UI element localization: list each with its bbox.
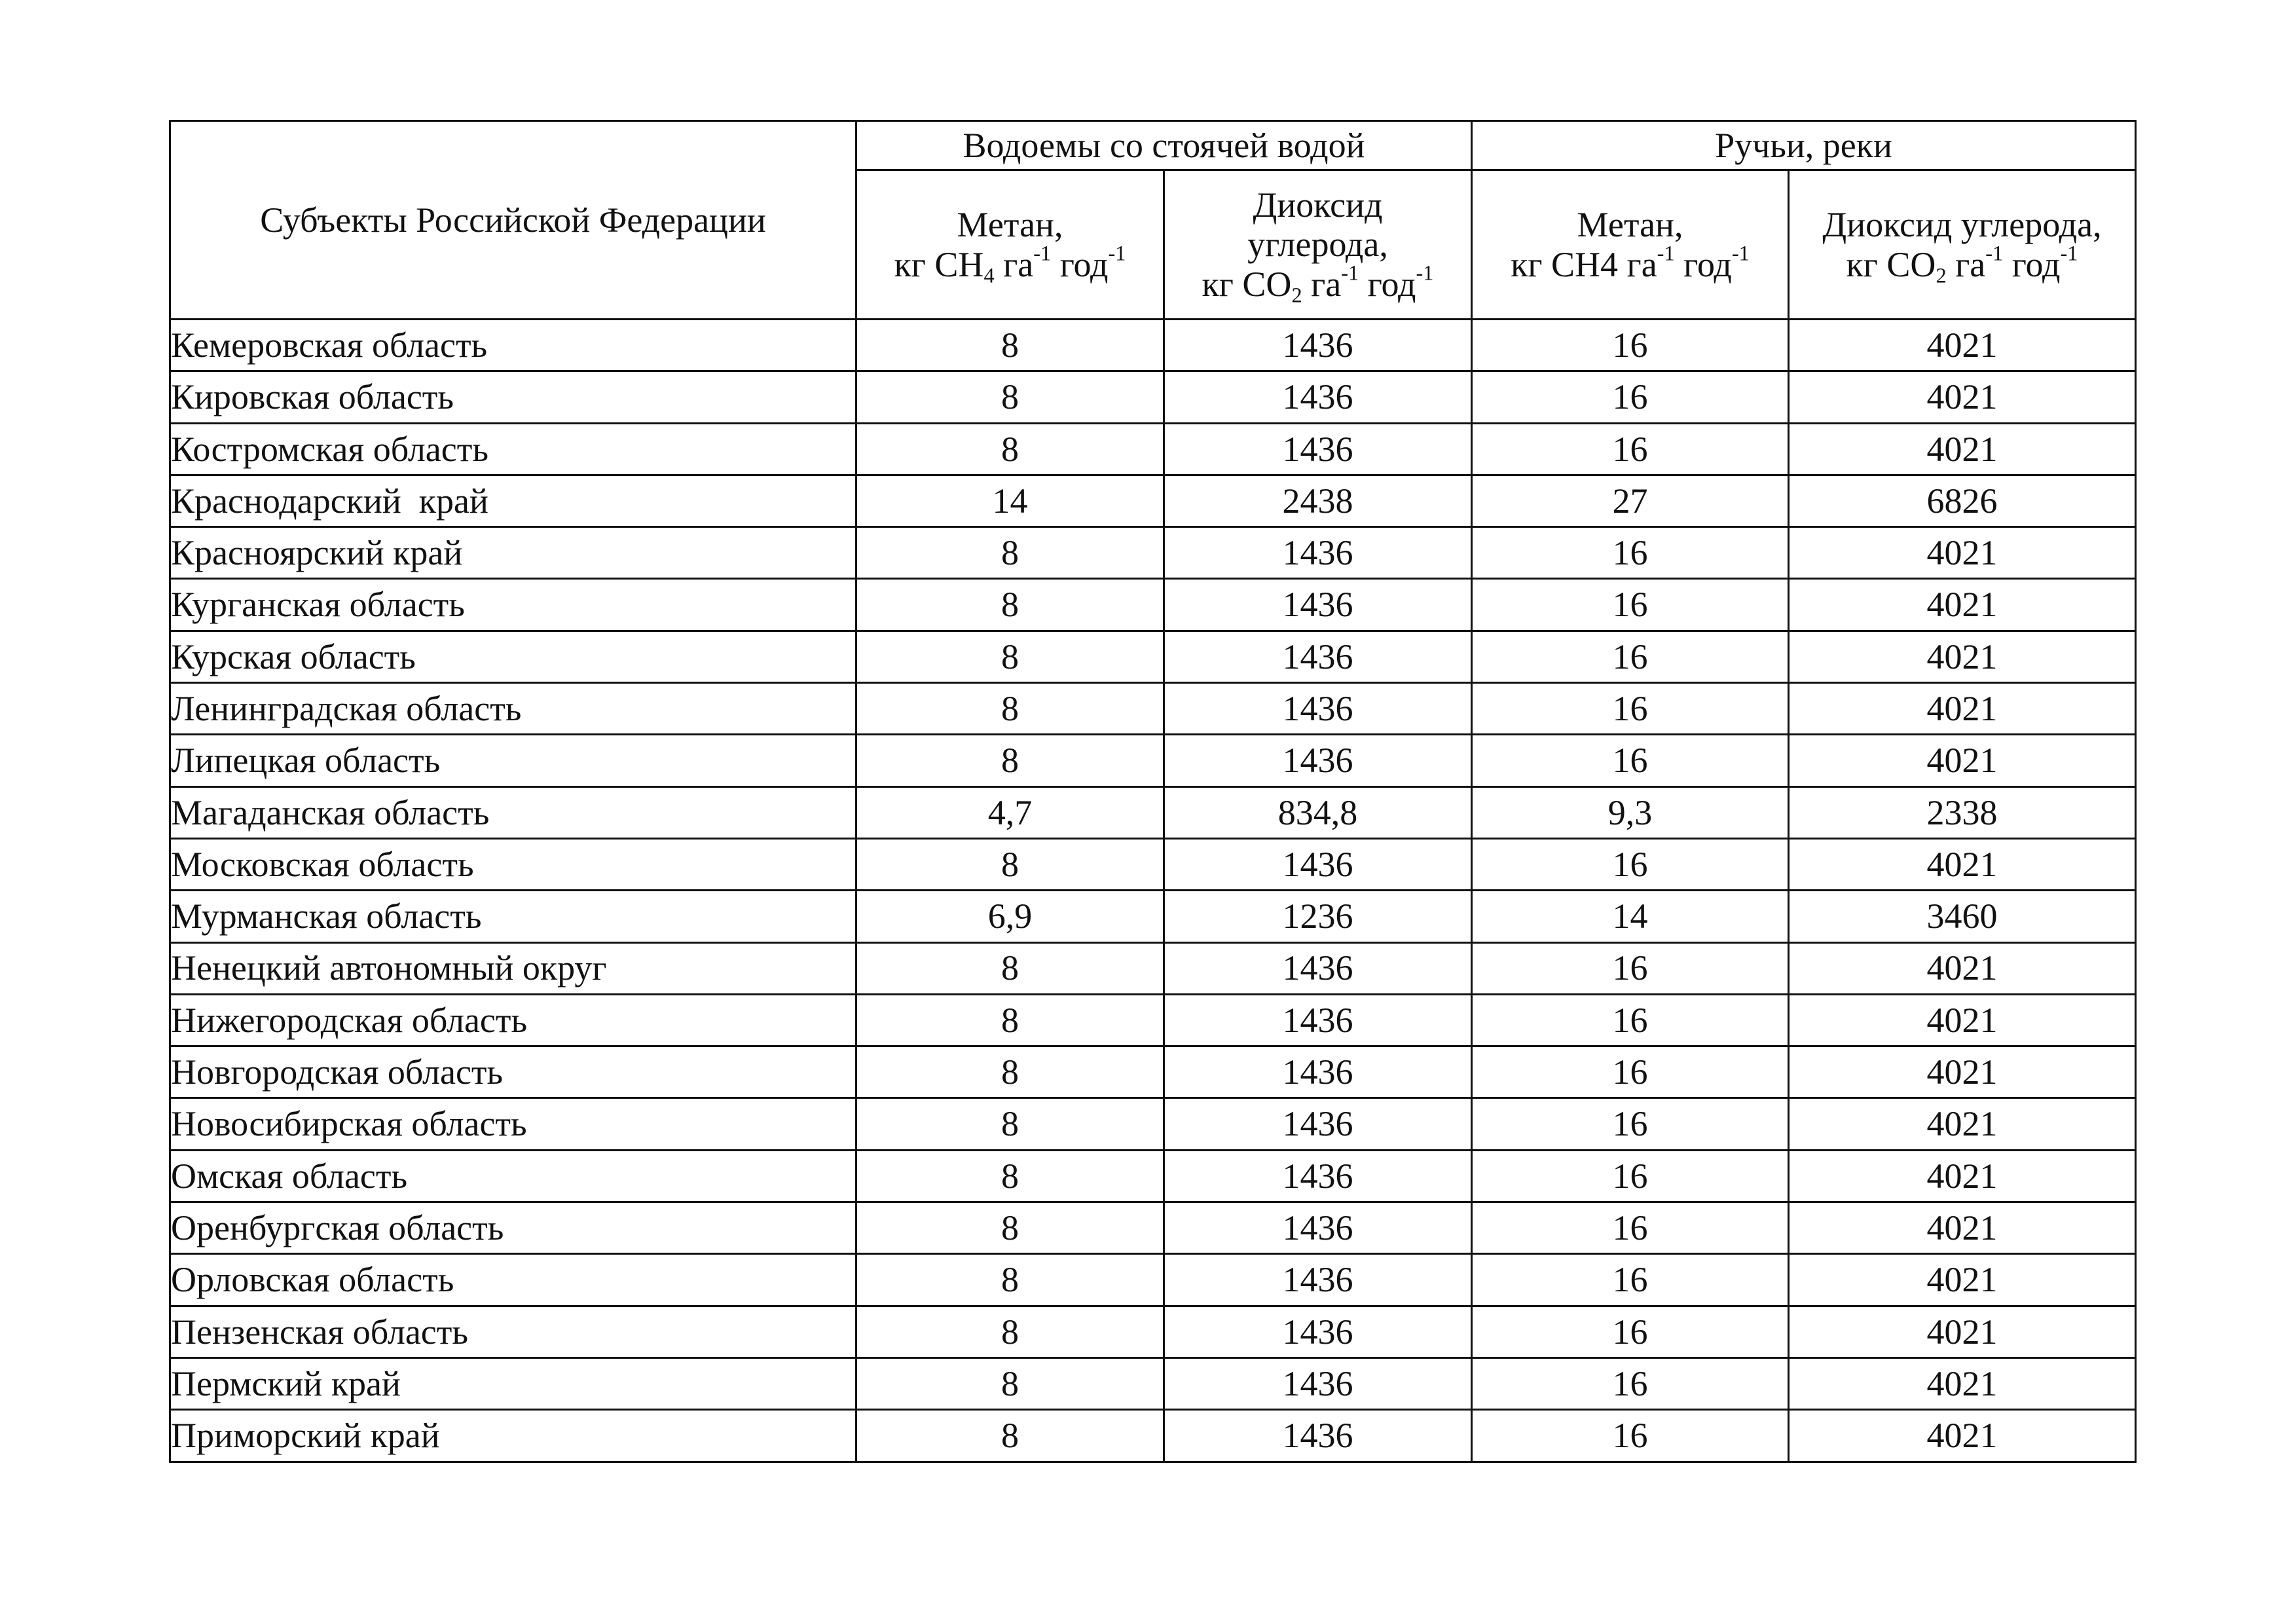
standing-co2-cell: 1436 xyxy=(1164,371,1472,423)
rivers-co2-cell: 4021 xyxy=(1789,527,2136,579)
rivers-co2-cell: 4021 xyxy=(1789,1046,2136,1098)
region-cell: Ненецкий автономный округ xyxy=(170,942,856,994)
table-row xyxy=(170,1150,2136,1202)
rivers-ch4-cell: 16 xyxy=(1472,527,1789,579)
standing-co2-cell: 1436 xyxy=(1164,1410,1472,1462)
rivers-ch4-cell: 16 xyxy=(1472,1410,1789,1462)
standing-co2-cell: 1436 xyxy=(1164,994,1472,1046)
region-cell: Курганская область xyxy=(170,579,856,631)
rivers-ch4-cell: 16 xyxy=(1472,371,1789,423)
rivers-co2-cell: 4021 xyxy=(1789,1254,2136,1306)
rivers-ch4-cell: 16 xyxy=(1472,631,1789,682)
standing-co2-cell: 1436 xyxy=(1164,1306,1472,1357)
rivers-ch4-cell: 16 xyxy=(1472,942,1789,994)
standing-ch4-cell: 8 xyxy=(856,1254,1164,1306)
table-header xyxy=(170,121,2136,320)
rivers-ch4-cell: 16 xyxy=(1472,1202,1789,1254)
standing-co2-cell: 1436 xyxy=(1164,1150,1472,1202)
header-group-row xyxy=(170,121,2136,170)
standing-co2-cell: 1436 xyxy=(1164,683,1472,735)
standing-co2-cell: 1436 xyxy=(1164,1357,1472,1409)
rivers-co2-cell: 2338 xyxy=(1789,786,2136,838)
region-cell: Краснодарский край xyxy=(170,475,856,526)
region-cell: Нижегородская область xyxy=(170,994,856,1046)
rivers-co2-cell: 4021 xyxy=(1789,1202,2136,1254)
region-cell: Омская область xyxy=(170,1150,856,1202)
rivers-co2-cell: 4021 xyxy=(1789,320,2136,371)
rivers-ch4-cell: 16 xyxy=(1472,994,1789,1046)
standing-co2-cell: 1436 xyxy=(1164,838,1472,890)
rivers-ch4-cell: 9,3 xyxy=(1472,786,1789,838)
rivers-co2-cell: 4021 xyxy=(1789,423,2136,475)
rivers-ch4-cell: 16 xyxy=(1472,423,1789,475)
rivers-ch4-cell: 16 xyxy=(1472,1306,1789,1357)
standing-ch4-cell: 8 xyxy=(856,838,1164,890)
standing-co2-cell: 1236 xyxy=(1164,891,1472,942)
region-cell: Кировская область xyxy=(170,371,856,423)
rivers-ch4-cell: 16 xyxy=(1472,1357,1789,1409)
standing-ch4-cell: 8 xyxy=(856,994,1164,1046)
rivers-ch4-cell: 16 xyxy=(1472,1254,1789,1306)
standing-co2-cell: 1436 xyxy=(1164,579,1472,631)
rivers-co2-cell: 4021 xyxy=(1789,994,2136,1046)
rivers-ch4-cell: 16 xyxy=(1472,683,1789,735)
table-row xyxy=(170,994,2136,1046)
table-row xyxy=(170,891,2136,942)
standing-ch4-cell: 8 xyxy=(856,1202,1164,1254)
region-cell: Приморский край xyxy=(170,1410,856,1462)
standing-co2-cell: 834,8 xyxy=(1164,786,1472,838)
rivers-co2-cell: 6826 xyxy=(1789,475,2136,526)
region-cell: Орловская область xyxy=(170,1254,856,1306)
standing-ch4-cell: 8 xyxy=(856,1150,1164,1202)
region-cell: Липецкая область xyxy=(170,735,856,786)
table-row xyxy=(170,320,2136,371)
standing-ch4-cell: 8 xyxy=(856,683,1164,735)
region-cell: Красноярский край xyxy=(170,527,856,579)
region-cell: Пермский край xyxy=(170,1357,856,1409)
standing-co2-cell: 1436 xyxy=(1164,320,1472,371)
rivers-ch4-cell: 16 xyxy=(1472,1046,1789,1098)
standing-ch4-cell: 8 xyxy=(856,320,1164,371)
table-row xyxy=(170,683,2136,735)
rivers-co2-cell: 4021 xyxy=(1789,371,2136,423)
region-cell: Кемеровская область xyxy=(170,320,856,371)
rivers-co2-cell: 4021 xyxy=(1789,1098,2136,1150)
rivers-co2-cell: 4021 xyxy=(1789,1410,2136,1462)
standing-ch4-cell: 8 xyxy=(856,371,1164,423)
rivers-ch4-cell: 16 xyxy=(1472,735,1789,786)
region-cell: Пензенская область xyxy=(170,1306,856,1357)
standing-ch4-cell: 8 xyxy=(856,527,1164,579)
rivers-ch4-cell: 16 xyxy=(1472,1098,1789,1150)
rivers-co2-cell: 4021 xyxy=(1789,1150,2136,1202)
region-cell: Магаданская область xyxy=(170,786,856,838)
table-row xyxy=(170,1254,2136,1306)
table-row xyxy=(170,475,2136,526)
region-cell: Московская область xyxy=(170,838,856,890)
rivers-co2-cell: 4021 xyxy=(1789,1357,2136,1409)
table-row xyxy=(170,527,2136,579)
rivers-ch4-cell: 14 xyxy=(1472,891,1789,942)
standing-co2-cell: 1436 xyxy=(1164,1202,1472,1254)
standing-ch4-cell: 8 xyxy=(856,1410,1164,1462)
standing-ch4-cell: 6,9 xyxy=(856,891,1164,942)
standing-co2-cell: 1436 xyxy=(1164,1098,1472,1150)
standing-ch4-cell: 4,7 xyxy=(856,786,1164,838)
table-row xyxy=(170,1046,2136,1098)
table-row xyxy=(170,942,2136,994)
standing-methane-header: Метан, кг $CH_4$ $га^{-1}$ год$^{-1}$ xyxy=(856,170,1164,320)
table-row xyxy=(170,631,2136,682)
rivers-co2-cell: 4021 xyxy=(1789,683,2136,735)
table-row xyxy=(170,786,2136,838)
table-row xyxy=(170,1098,2136,1150)
subject-column-header: Субъекты Российской Федерации xyxy=(170,121,856,320)
rivers-co2-cell: 3460 xyxy=(1789,891,2136,942)
standing-ch4-cell: 8 xyxy=(856,1306,1164,1357)
table-row xyxy=(170,1357,2136,1409)
table-row xyxy=(170,838,2136,890)
standing-ch4-cell: 8 xyxy=(856,579,1164,631)
standing-ch4-cell: 8 xyxy=(856,1357,1164,1409)
rivers-ch4-cell: 16 xyxy=(1472,838,1789,890)
rivers-ch4-cell: 27 xyxy=(1472,475,1789,526)
table-row xyxy=(170,1410,2136,1462)
standing-water-group-header: Водоемы со стоячей водой xyxy=(856,121,1472,170)
standing-co2-cell: 1436 xyxy=(1164,1254,1472,1306)
rivers-methane-header: Метан, кг CH4 $га^{-1}$ год$^{-1}$ xyxy=(1472,170,1789,320)
table-row xyxy=(170,579,2136,631)
region-cell: Ленинградская область xyxy=(170,683,856,735)
standing-ch4-cell: 8 xyxy=(856,423,1164,475)
table-row xyxy=(170,371,2136,423)
region-cell: Костромская область xyxy=(170,423,856,475)
standing-co2-cell: 1436 xyxy=(1164,1046,1472,1098)
table-row xyxy=(170,1306,2136,1357)
rivers-group-header: Ручьи, реки xyxy=(1472,121,2136,170)
rivers-co2-cell: 4021 xyxy=(1789,838,2136,890)
table-body xyxy=(170,320,2136,1462)
region-cell: Новгородская область xyxy=(170,1046,856,1098)
standing-ch4-cell: 8 xyxy=(856,942,1164,994)
rivers-ch4-cell: 16 xyxy=(1472,1150,1789,1202)
rivers-co2-cell: 4021 xyxy=(1789,735,2136,786)
region-cell: Курская область xyxy=(170,631,856,682)
standing-co2-cell: 2438 xyxy=(1164,475,1472,526)
standing-co2-cell: 1436 xyxy=(1164,942,1472,994)
rivers-co2-cell: 4021 xyxy=(1789,579,2136,631)
emissions-table xyxy=(169,120,2137,1463)
standing-ch4-cell: 8 xyxy=(856,631,1164,682)
rivers-ch4-cell: 16 xyxy=(1472,320,1789,371)
standing-co2-cell: 1436 xyxy=(1164,631,1472,682)
standing-co2-header: Диоксид углерода, кг $CO_2$ $га^{-1}$ год$^{-1}$ xyxy=(1164,170,1472,320)
rivers-co2-cell: 4021 xyxy=(1789,942,2136,994)
rivers-ch4-cell: 16 xyxy=(1472,579,1789,631)
rivers-co2-cell: 4021 xyxy=(1789,631,2136,682)
region-cell: Мурманская область xyxy=(170,891,856,942)
standing-ch4-cell: 8 xyxy=(856,735,1164,786)
table-row xyxy=(170,423,2136,475)
standing-co2-cell: 1436 xyxy=(1164,423,1472,475)
standing-ch4-cell: 14 xyxy=(856,475,1164,526)
region-cell: Новосибирская область xyxy=(170,1098,856,1150)
standing-co2-cell: 1436 xyxy=(1164,735,1472,786)
standing-co2-cell: 1436 xyxy=(1164,527,1472,579)
region-cell: Оренбургская область xyxy=(170,1202,856,1254)
standing-ch4-cell: 8 xyxy=(856,1046,1164,1098)
table-row xyxy=(170,1202,2136,1254)
standing-ch4-cell: 8 xyxy=(856,1098,1164,1150)
table-row xyxy=(170,735,2136,786)
rivers-co2-header: Диоксид углерода, кг $CO_2$ $га^{-1}$ год$^{-1}$ xyxy=(1789,170,2136,320)
rivers-co2-cell: 4021 xyxy=(1789,1306,2136,1357)
